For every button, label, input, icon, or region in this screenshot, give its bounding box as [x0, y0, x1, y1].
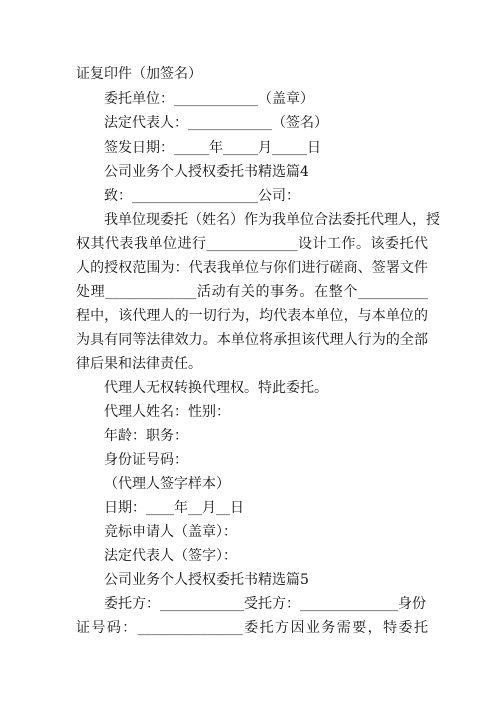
- text-line: 日期：____年__月__日: [104, 500, 244, 516]
- section-heading: 公司业务个人授权委托书精选篇4: [104, 164, 309, 180]
- text-line: 签发日期：_____年_____月_____日: [104, 140, 321, 156]
- text-line: 委托方：____________受托方：______________身份: [104, 596, 426, 612]
- text-line: 致：__________________公司：: [104, 188, 300, 204]
- text-line: （代理人签字样本）: [104, 476, 230, 492]
- text-line: 代理人无权转换代理权。特此委托。: [104, 380, 328, 396]
- text-line: 代理人姓名：性别：: [104, 404, 230, 420]
- section-heading: 公司业务个人授权委托书精选篇5: [104, 572, 309, 588]
- text-line: 证复印件（加签名）: [76, 66, 202, 82]
- text-line: 律后果和法律责任。: [76, 356, 202, 372]
- text-line: 年龄：职务：: [104, 428, 188, 444]
- text-line: 为具有同等法律效力。本单位将承担该代理人行为的全部: [76, 332, 428, 348]
- text-line: 处理_____________活动有关的事务。在整个__________: [76, 284, 428, 300]
- text-line: 法定代表人：____________（签名）: [104, 115, 328, 131]
- text-line: 委托单位：____________（盖章）: [104, 91, 314, 107]
- text-line: 人的授权范围为：代表我单位与你们进行磋商、签署文件: [76, 260, 428, 276]
- text-line: 身份证号码：: [104, 452, 188, 468]
- text-line: 竞标申请人（盖章）：: [104, 524, 237, 540]
- text-line: 法定代表人（签字）：: [104, 548, 237, 564]
- text-line: 程中，该代理人的一切行为，均代表本单位，与本单位的: [76, 308, 428, 324]
- text-line: 证号码：_______________委托方因业务需要，特委托: [76, 620, 428, 636]
- text-line: 我单位现委托（姓名）作为我单位合法委托代理人，授: [104, 212, 440, 228]
- text-line: 权其代表我单位进行_____________设计工作。该委托代: [76, 236, 428, 252]
